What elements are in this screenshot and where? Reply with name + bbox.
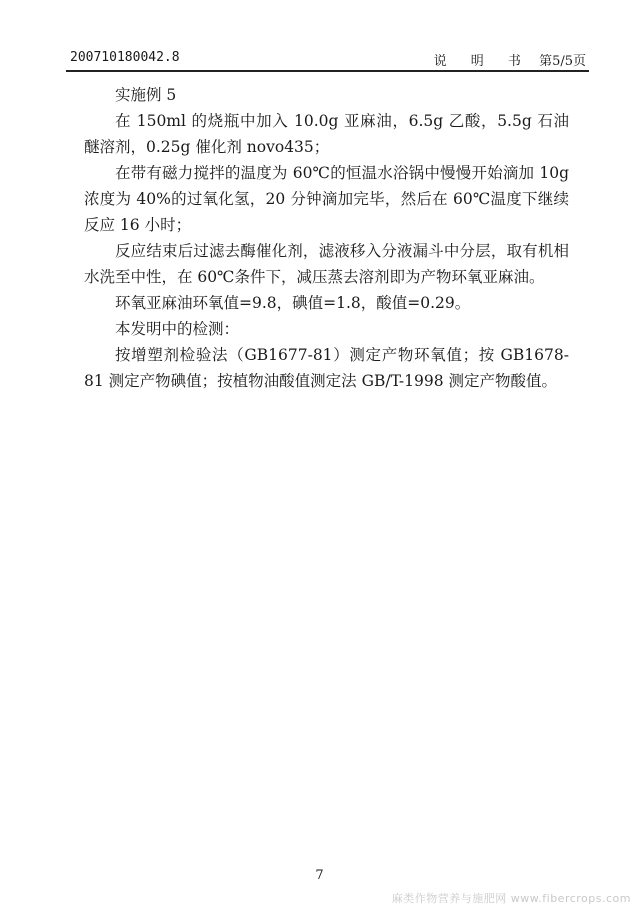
paragraph: 反应结束后过滤去酶催化剂，滤液移入分液漏斗中分层，取有机相水洗至中性，在 60℃条件下，减压蒸去溶剂即为产物环氧亚麻油。 [84, 242, 569, 286]
header-rule [66, 70, 589, 72]
paragraph: 按增塑剂检验法（GB1677-81）测定产物环氧值；按 GB1678-81 测定产物碘值；按植物油酸值测定法 GB/T-1998 测定产物酸值。 [84, 346, 569, 390]
document-type: 说 明 书 [433, 54, 531, 69]
paragraph: 在带有磁力搅拌的温度为 60℃的恒温水浴锅中慢慢开始滴加 10g 浓度为 40%的过氧化氢，20 分钟滴加完毕，然后在 60℃温度下继续反应 16 小时； [84, 164, 569, 234]
page-number: 7 [315, 868, 324, 883]
body-text [84, 82, 569, 394]
page-header [70, 50, 586, 70]
page-info: 第5/5页 [539, 54, 586, 69]
paragraph: 环氧亚麻油环氧值=9.8，碘值=1.8，酸值=0.29。 [115, 294, 471, 312]
paragraph: 本发明中的检测： [115, 320, 240, 338]
header-right-group [434, 50, 586, 69]
section-heading: 实施例 5 [115, 86, 177, 104]
paragraph: 在 150ml 的烧瓶中加入 10.0g 亚麻油，6.5g 乙酸，5.5g 石油醚溶剂，0.25g 催化剂 novo435； [84, 112, 569, 156]
document-number: 200710180042.8 [70, 50, 180, 65]
watermark: 麻类作物营养与施肥网 www.fibercrops.com [391, 892, 631, 905]
